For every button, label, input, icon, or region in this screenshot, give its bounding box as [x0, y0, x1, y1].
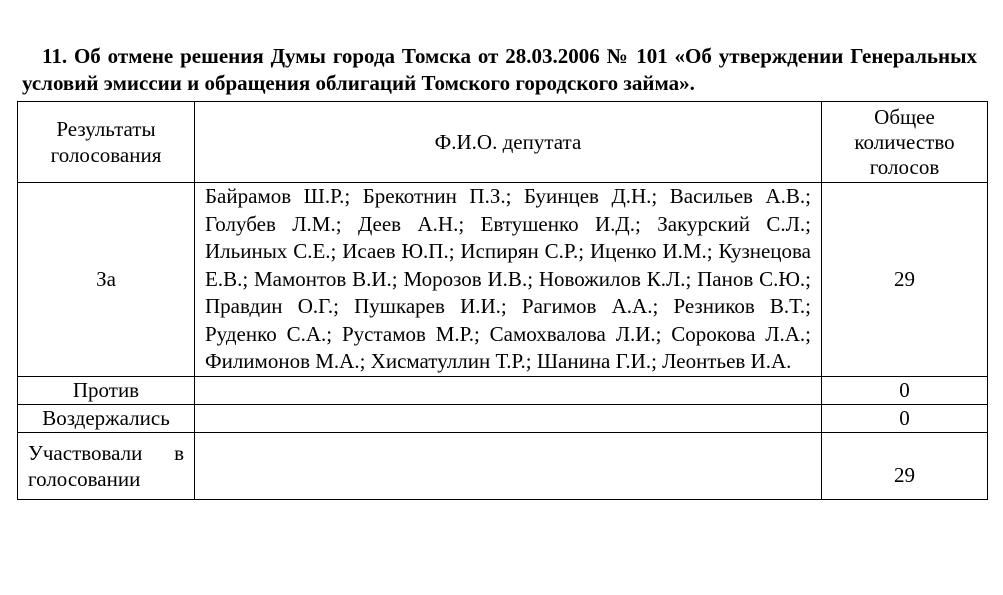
deputy-names-for: Байрамов Ш.Р.; Брекотнин П.З.; Буинцев Д.Н.; Васильев А.В.; Голубев Л.М.; Деев А.Н.; Евтушенко И.Д.; Закурский С.Л.; Ильиных С.Е.; Исаев Ю.П.; Испирян С.Р.; Иценко И.М.; Кузнецова Е.В.; Мамонтов В.И.; Морозов И.В.; Новожилов К.Л.; Панов С.Ю.; Правдин О.Г.; Пушкарев И.И.; Рагимов А.А.; Резников В.Т.; Руденко С.А.; Рустамов М.Р.; Самохвалова Л.И.; Сорокова Л.А.; Филимонов М.А.; Хисматуллин Т.Р.; Шанина Г.И.; Леонтьев И.А.: [195, 183, 822, 377]
agenda-item-heading: 11. Об отмене решения Думы города Томска от 28.03.2006 № 101 «Об утверждении Генеральных условий эмиссии и обращения облигаций Томского городского займа».: [22, 44, 977, 95]
voting-results-table: [17, 101, 988, 500]
table-row-participated: [18, 432, 988, 499]
deputy-names-against: [195, 376, 822, 404]
header-total-votes: Общее количество голосов: [822, 102, 988, 183]
result-label-against: Против: [18, 376, 195, 404]
vote-count-for: 29: [822, 183, 988, 377]
vote-count-participated: 29: [822, 432, 988, 499]
table-row-for: [18, 183, 988, 377]
header-deputy-names: Ф.И.О. депутата: [195, 102, 822, 183]
table-header-row: [18, 102, 988, 183]
table-row-abstained: [18, 404, 988, 432]
deputy-names-abstained: [195, 404, 822, 432]
vote-count-against: 0: [822, 376, 988, 404]
deputy-names-participated: [195, 432, 822, 499]
header-voting-result: Результаты голосования: [18, 102, 195, 183]
table-row-against: [18, 376, 988, 404]
vote-count-abstained: 0: [822, 404, 988, 432]
result-label-for: За: [18, 183, 195, 377]
result-label-participated: Участвовали в голосовании: [18, 432, 195, 499]
result-label-abstained: Воздержались: [18, 404, 195, 432]
